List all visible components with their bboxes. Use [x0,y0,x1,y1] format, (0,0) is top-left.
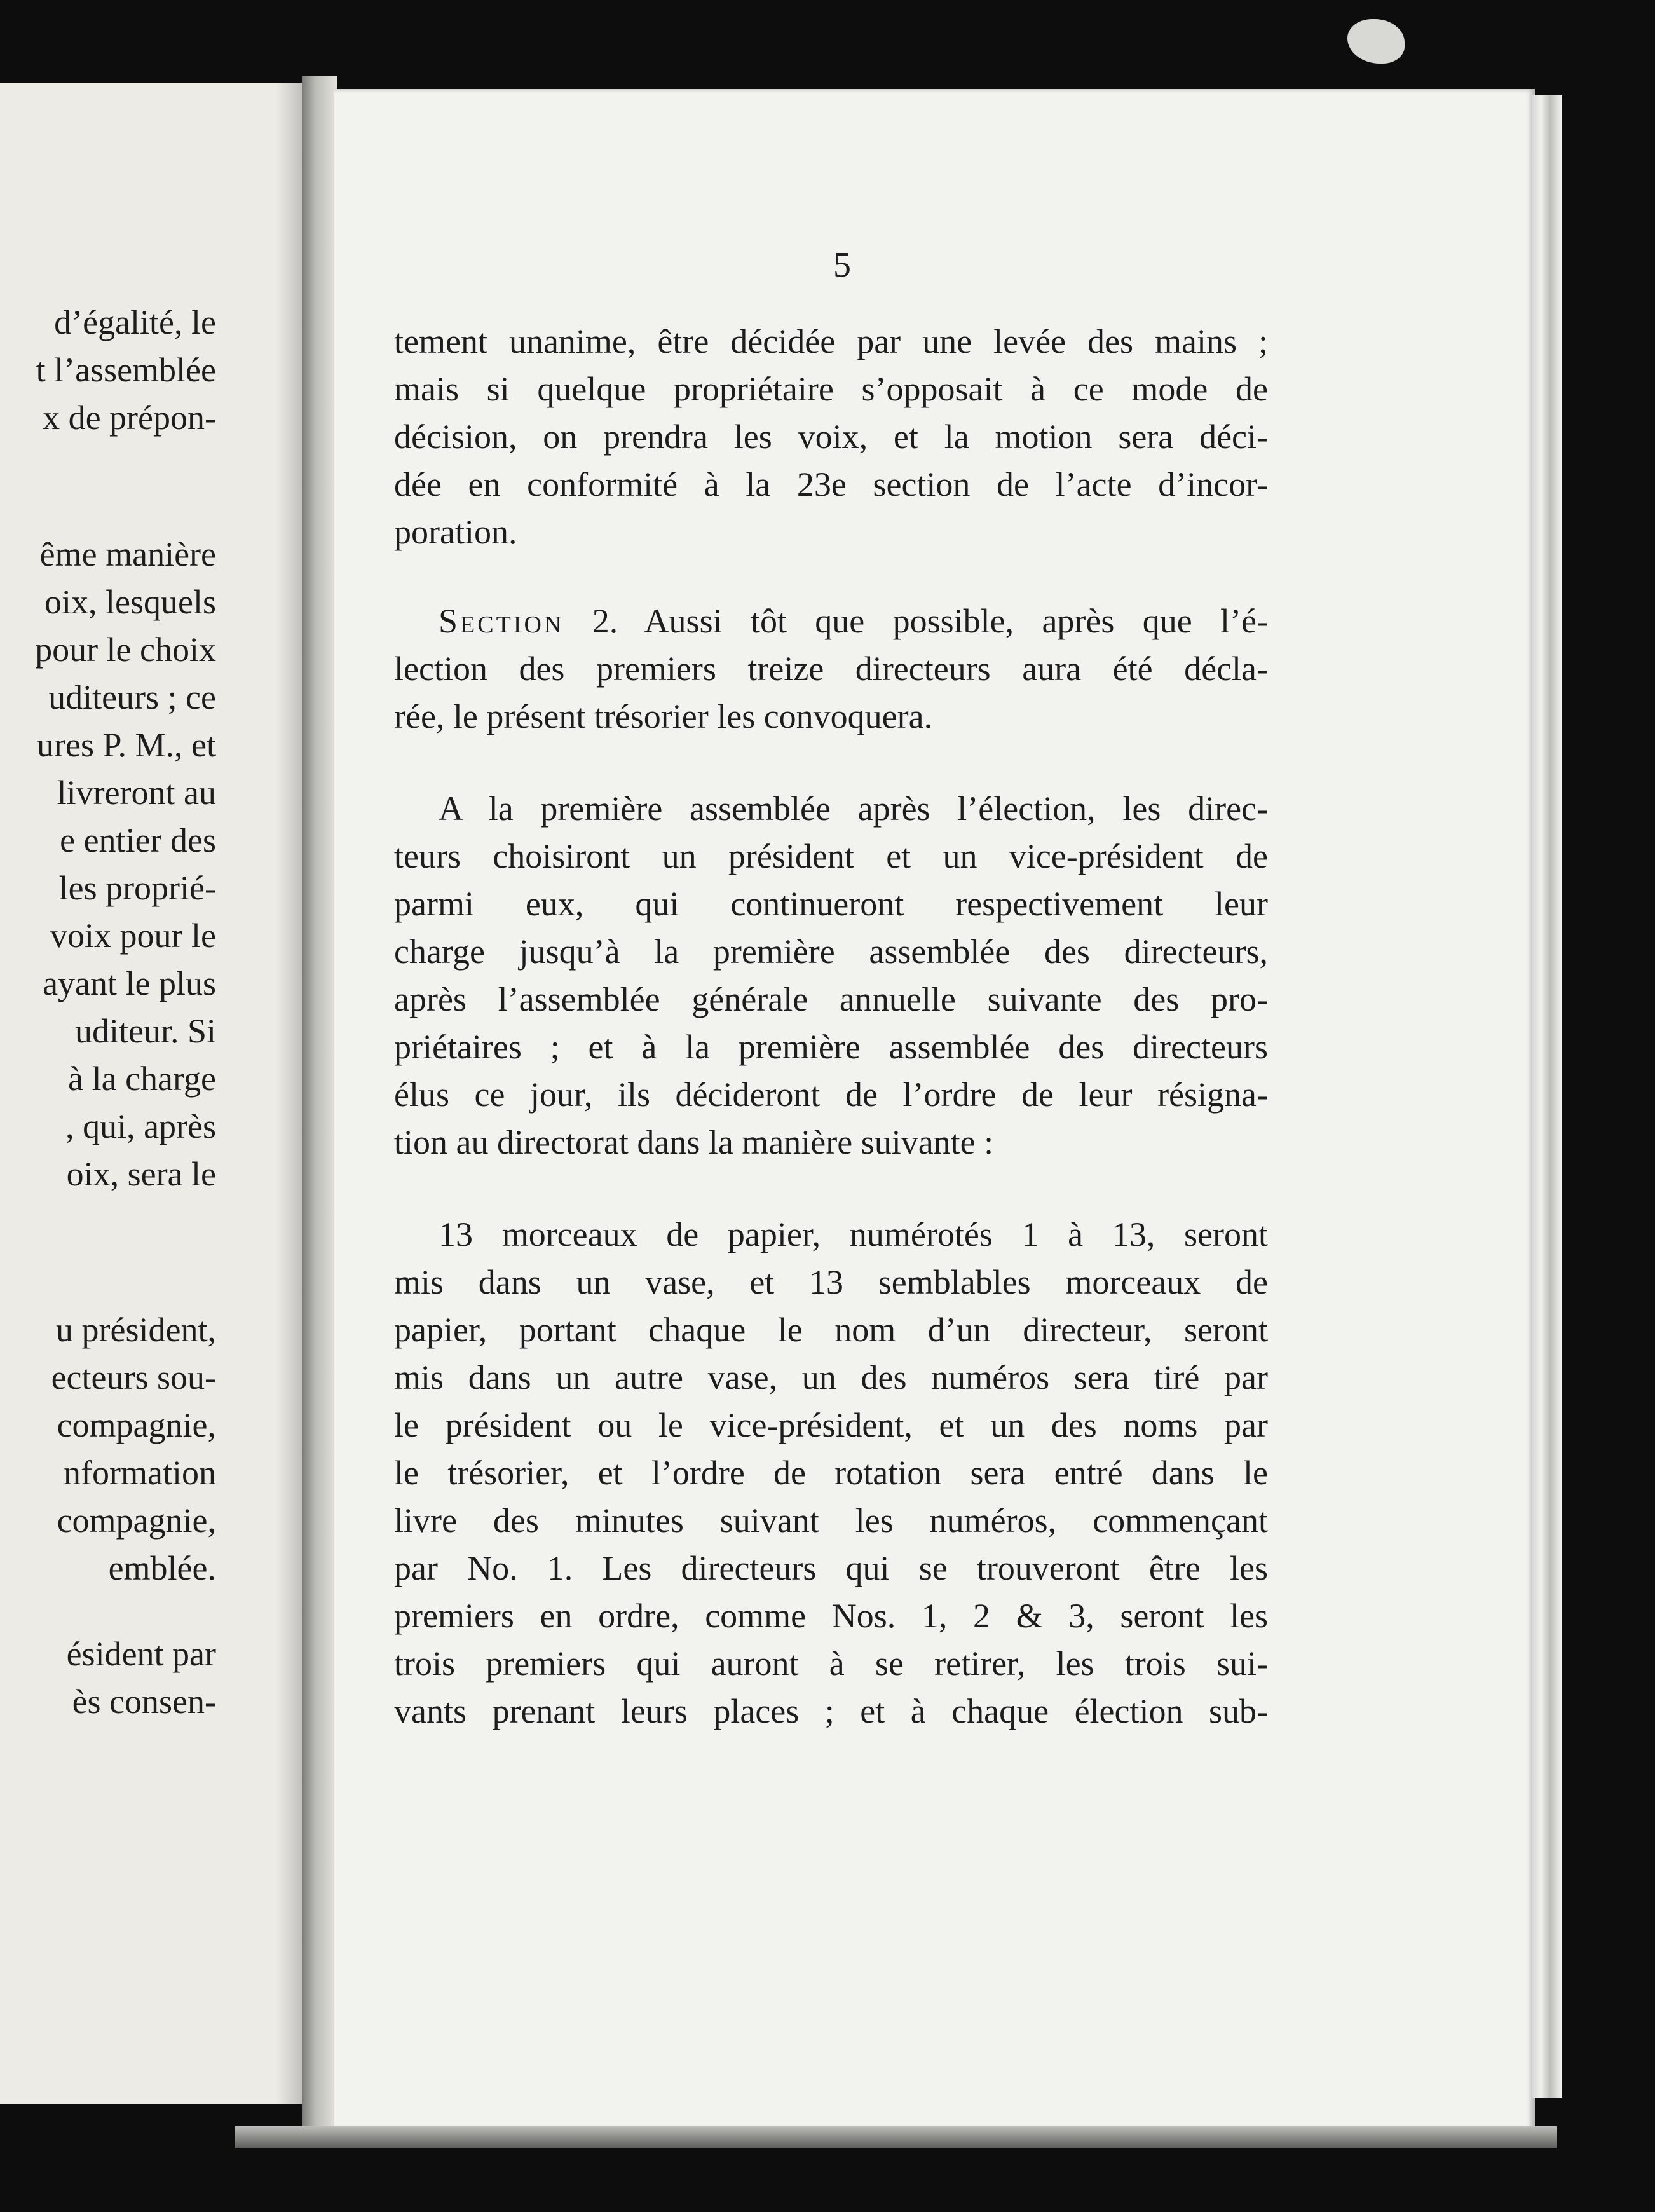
text-line: premiers en ordre, comme Nos. 1, 2 & 3, seront les [394,1597,1268,1635]
page-edge [1532,95,1562,2098]
text-line: par No. 1. Les directeurs qui se trouveront être les [394,1549,1268,1587]
left-line: pour le choix [35,631,216,669]
book-bottom-edge [235,2126,1557,2148]
text-line: le président ou le vice-président, et un des noms par [394,1406,1268,1444]
left-line: les proprié- [58,869,216,907]
text-line: teurs choisiront un président et un vice-président de [394,837,1268,875]
text-line: charge jusqu’à la première assemblée des directeurs, [394,932,1268,971]
text-line: vants prenant leurs places ; et à chaque élection sub- [394,1692,1268,1730]
left-line: livreront au [57,774,216,812]
text-line: rée, le présent trésorier les convoquera. [394,697,933,735]
left-line: ésident par [66,1635,216,1673]
section-heading-line [439,604,1268,638]
left-line: ès consen- [72,1683,216,1721]
text-line: mais si quelque propriétaire s’opposait à ce mode de [394,370,1268,408]
text-line: livre des minutes suivant les numéros, commençant [394,1501,1268,1540]
left-line: ême manière [39,535,216,573]
left-line: nformation [64,1454,216,1492]
section-label: Section [439,602,564,640]
left-line: ures P. M., et [37,726,216,764]
book-gutter [302,76,337,2142]
text-line: priétaires ; et à la première assemblée des directeurs [394,1028,1268,1066]
text-line: 13 morceaux de papier, numérotés 1 à 13, seront [439,1215,1268,1253]
left-line: à la charge [68,1060,216,1098]
text-line: le trésorier, et l’ordre de rotation sera entré dans le [394,1454,1268,1492]
text-line: mis dans un vase, et 13 semblables morceaux de [394,1263,1268,1301]
text-line: papier, portant chaque le nom d’un directeur, seront [394,1311,1268,1349]
left-line: oix, lesquels [44,583,216,621]
text-line: trois premiers qui auront à se retirer, les trois sui- [394,1644,1268,1683]
left-line: compagnie, [57,1406,216,1444]
text-line: poration. [394,513,517,551]
text-line: A la première assemblée après l’élection, les direc- [439,789,1268,828]
text-line: tement unanime, être décidée par une levée des mains ; [394,322,1268,360]
left-line: d’égalité, le [54,303,216,341]
page-number: 5 [833,245,851,285]
left-page [0,83,302,2104]
left-line: t l’assemblée [36,351,216,389]
left-line: uditeur. Si [74,1012,216,1050]
left-line: ecteurs sou- [51,1358,216,1396]
left-line: oix, sera le [66,1155,216,1193]
left-line: ayant le plus [43,964,216,1002]
text-line: tion au directorat dans la manière suivante : [394,1123,994,1161]
left-line: compagnie, [57,1501,216,1540]
left-line: x de prépon- [43,399,216,437]
section-text: 2. Aussi tôt que possible, après que l’é- [564,602,1268,640]
left-line: u président, [56,1311,216,1349]
text-line: mis dans un autre vase, un des numéros sera tiré par [394,1358,1268,1396]
left-line: voix pour le [50,917,216,955]
text-line: après l’assemblée générale annuelle suivante des pro- [394,980,1268,1018]
text-line: décision, on prendra les voix, et la motion sera déci- [394,418,1268,456]
left-line: e entier des [60,821,216,859]
text-line: élus ce jour, ils décideront de l’ordre de leur résigna- [394,1075,1268,1114]
text-line: lection des premiers treize directeurs aura été décla- [394,650,1268,688]
left-line: , qui, après [65,1107,216,1145]
paper-fragment [1347,19,1405,64]
text-line: parmi eux, qui continueront respectivement leur [394,885,1268,923]
left-line: uditeurs ; ce [48,678,216,716]
left-line: emblée. [108,1549,216,1587]
text-line: dée en conformité à la 23e section de l’acte d’incor- [394,465,1268,503]
right-page [334,89,1535,2129]
